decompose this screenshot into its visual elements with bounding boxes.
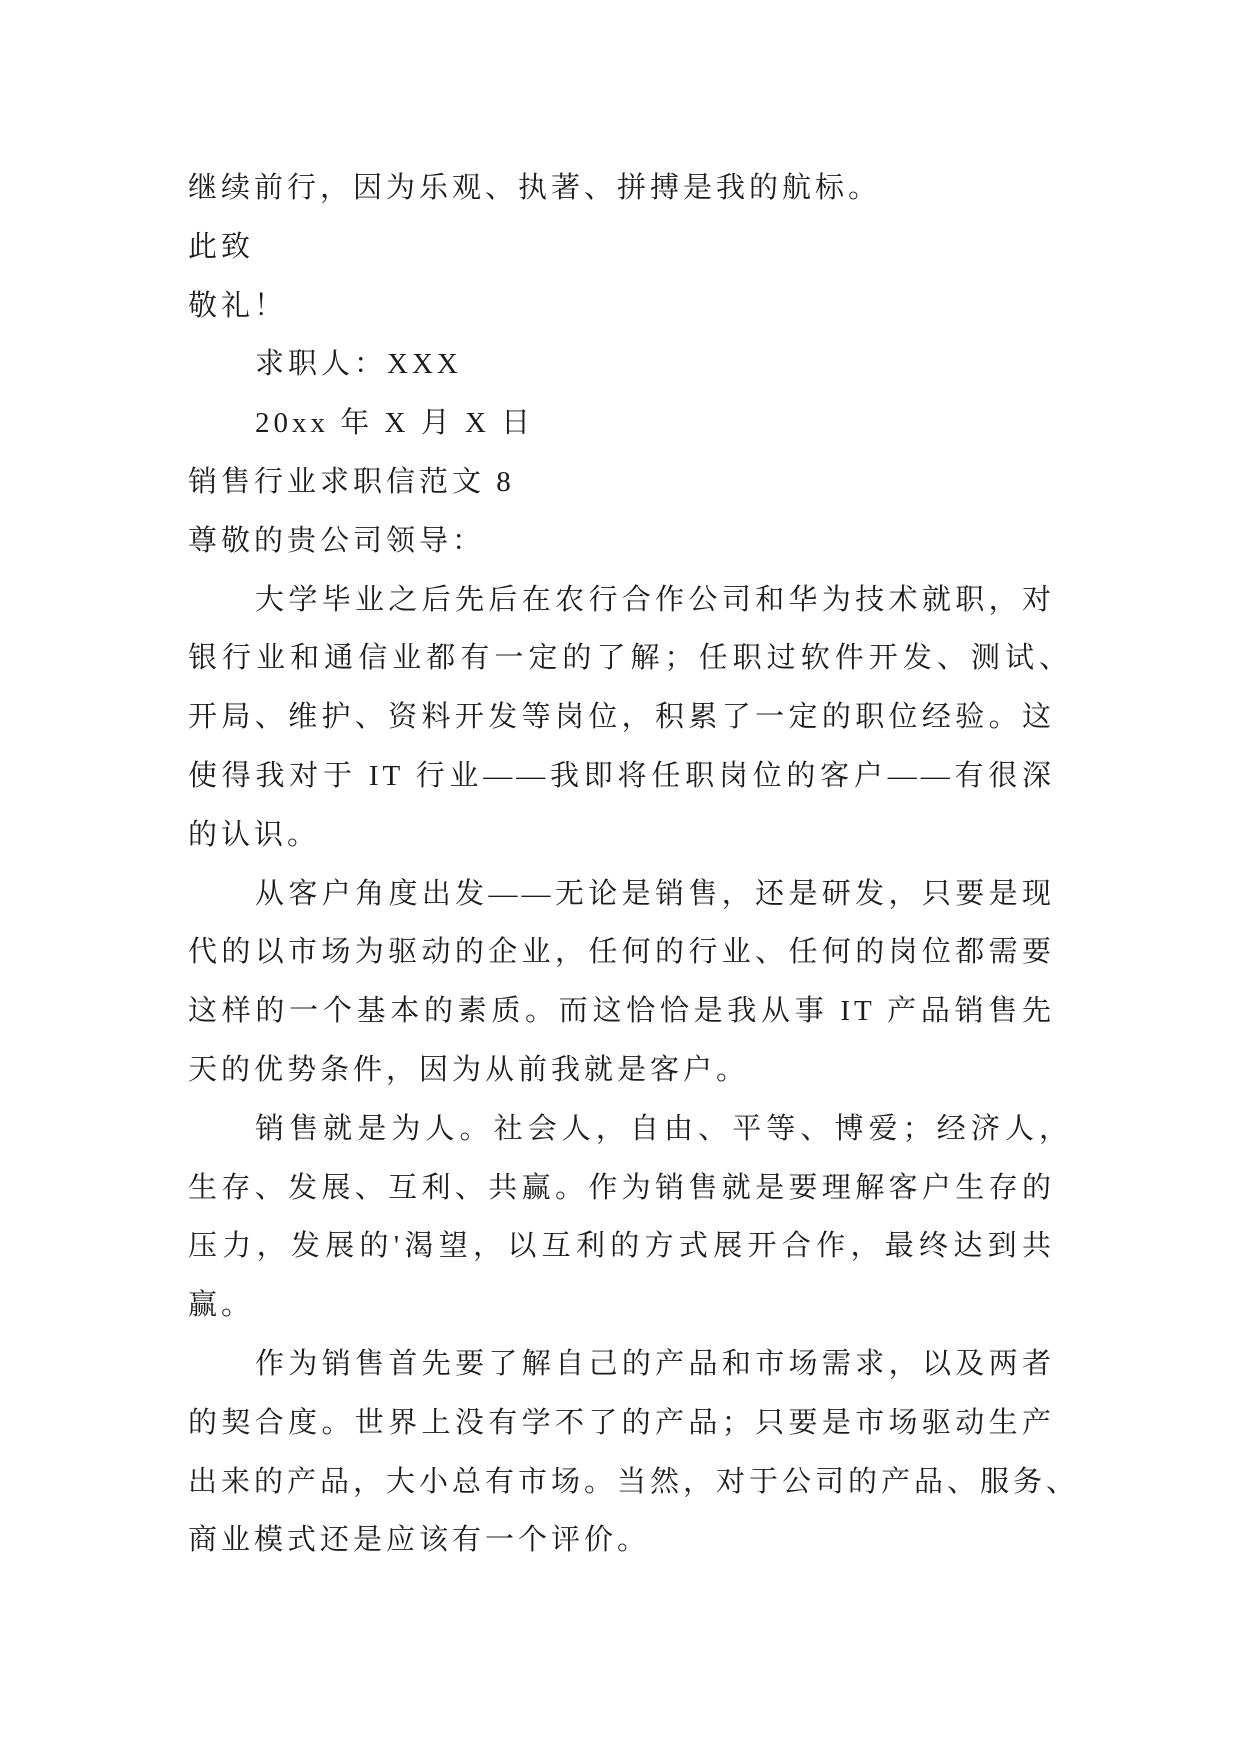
- closing-line: 此致: [188, 230, 255, 263]
- paragraph-line: 商业模式还是应该有一个评价。: [188, 1524, 651, 1557]
- paragraph-line: 从客户角度出发——无论是销售，还是研发，只要是现: [255, 877, 1055, 910]
- paragraph-line: 银行业和通信业都有一定的了解；任职过软件开发、测试、: [188, 642, 1072, 675]
- signature-date: 20xx 年 X 月 X 日: [255, 407, 535, 440]
- paragraph-line: 压力，发展的'渴望，以互利的方式展开合作，最终达到共: [188, 1230, 1055, 1263]
- closing-salutation: 敬礼！: [188, 289, 288, 322]
- paragraph-line: 出来的产品，大小总有市场。当然，对于公司的产品、服务、: [188, 1465, 1080, 1498]
- paragraph-line: 销售就是为人。社会人，自由、平等、博爱；经济人，: [255, 1112, 1072, 1145]
- continued-paragraph-line: 继续前行，因为乐观、执著、拼搏是我的航标。: [188, 172, 882, 204]
- body-paragraph-3: [188, 1100, 1088, 1335]
- paragraph-line: 作为销售首先要了解自己的产品和市场需求，以及两者: [255, 1347, 1055, 1380]
- paragraph-line: 大学毕业之后先后在农行合作公司和华为技术就职，对: [255, 583, 1055, 616]
- letter-title: 销售行业求职信范文 8: [188, 465, 515, 498]
- paragraph-line: 的认识。: [188, 818, 321, 851]
- paragraph-line: 使得我对于 IT 行业——我即将任职岗位的客户——有很深: [188, 759, 1055, 792]
- paragraph-line: 生存、发展、互利、共赢。作为销售就是要理解客户生存的: [188, 1171, 1055, 1204]
- signature-applicant: 求职人：XXX: [255, 348, 462, 381]
- document-body: [188, 159, 1088, 1570]
- body-paragraph-4: [188, 1335, 1088, 1570]
- paragraph-line: 赢。: [188, 1289, 255, 1322]
- paragraph-line: 这样的一个基本的素质。而这恰恰是我从事 IT 产品销售先: [188, 995, 1055, 1028]
- body-paragraph-1: [188, 571, 1088, 865]
- paragraph-line: 天的优势条件，因为从前我就是客户。: [188, 1053, 750, 1086]
- paragraph-line: 开局、维护、资料开发等岗位，积累了一定的职位经验。这: [188, 701, 1055, 734]
- body-paragraph-2: [188, 865, 1088, 1100]
- letter-greeting: 尊敬的贵公司领导：: [188, 524, 486, 557]
- paragraph-line: 的契合度。世界上没有学不了的产品；只要是市场驱动生产: [188, 1406, 1055, 1439]
- paragraph-line: 代的以市场为驱动的企业，任何的行业、任何的岗位都需要: [188, 936, 1055, 969]
